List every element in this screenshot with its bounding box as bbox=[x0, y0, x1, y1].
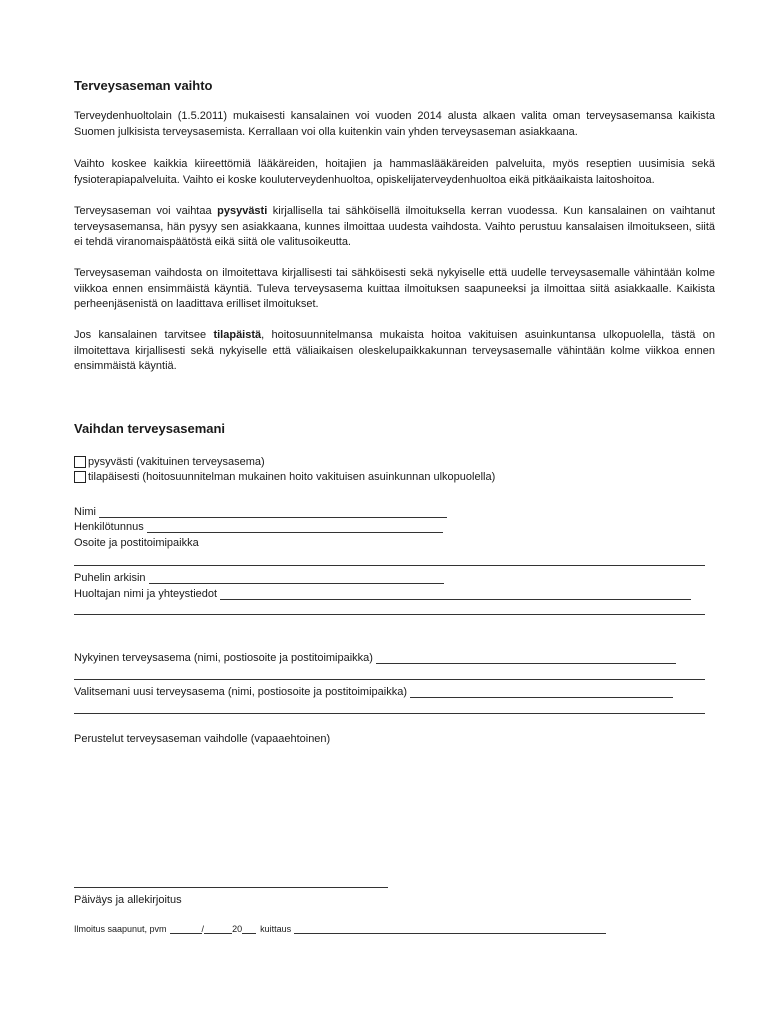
receipt-year-line[interactable] bbox=[242, 924, 256, 934]
ssn-field bbox=[74, 519, 443, 533]
name-label: Nimi bbox=[74, 506, 96, 518]
option-temporary-label: tilapäisesti (hoitosuunnitelman mukainen hoito vakituisen asuinkunnan ulkopuolella) bbox=[88, 471, 496, 483]
guardian-label: Huoltajan nimi ja yhteystiedot bbox=[74, 588, 218, 600]
new-station-label: Valitsemani uusi terveysasema (nimi, postiosoite ja postitoimipaikka) bbox=[74, 686, 407, 698]
current-station-input-line-2[interactable] bbox=[74, 679, 705, 680]
guardian-input-line-2[interactable] bbox=[74, 614, 705, 615]
p5-bold-temporary: tilapäistä bbox=[213, 329, 262, 341]
p5-text-end: , hoitosuunnitelmansa mukaista hoitoa vakituisen asuinkuntansa ulkopuolella, tästä on ilmoitettava kirjallisesti sekä nykyiselle että väliaikaisen oleskelupaikkakunnan terveysasemalle vähintään kolme viikkoa ennen ensimmäistä käyntiä. bbox=[74, 329, 715, 372]
name-input-line[interactable] bbox=[99, 507, 447, 518]
option-temporary bbox=[74, 470, 495, 484]
phone-label: Puhelin arkisin bbox=[74, 572, 146, 584]
intro-paragraph-4: Terveysaseman vaihdosta on ilmoitettava kirjallisesti tai sähköisesti sekä nykyiselle että uudelle terveysasemalle vähintään kolme viikkoa ennen ensimmäistä käyntiä. Tuleva terveysasema kuittaa ilmoituksen saapuneeksi ja ilmoittaa siitä asiakkaalle. Kaikista perheenjäsenistä on laadittava erilliset ilmoitukset. bbox=[74, 267, 715, 310]
new-station-input-line-2[interactable] bbox=[74, 713, 705, 714]
ssn-label: Henkilötunnus bbox=[74, 521, 144, 533]
p3-bold-permanent: pysyvästi bbox=[217, 205, 268, 217]
receipt-ack-label: kuittaus bbox=[260, 924, 292, 934]
signature-line[interactable] bbox=[74, 887, 388, 888]
name-field bbox=[74, 504, 447, 518]
new-station-field bbox=[74, 684, 673, 698]
section-title: Vaihdan terveysasemani bbox=[74, 421, 226, 436]
receipt-ack-line[interactable] bbox=[294, 924, 606, 934]
intro-paragraph-3 bbox=[74, 204, 715, 251]
address-input-line[interactable] bbox=[74, 565, 705, 566]
current-station-field bbox=[74, 650, 676, 664]
new-station-input-line[interactable] bbox=[410, 687, 673, 698]
receipt-label: Ilmoitus saapunut, pvm bbox=[74, 924, 167, 934]
page-title: Terveysaseman vaihto bbox=[74, 78, 213, 93]
address-field bbox=[74, 535, 199, 549]
checkbox-permanent[interactable] bbox=[74, 456, 86, 468]
option-permanent bbox=[74, 455, 265, 469]
p5-text-start: Jos kansalainen tarvitsee bbox=[74, 329, 214, 341]
receipt-row bbox=[74, 922, 606, 934]
intro-paragraph-2: Vaihto koskee kaikkia kiireettömiä lääkäreiden, hoitajien ja hammaslääkäreiden palveluita, myös reseptien uusimisia sekä fysioterapiapalveluita. Vaihto ei koske kouluterveydenhuoltoa, opiskelijaterveydenhuoltoa eikä pitkäaikaista laitoshoitoa. bbox=[74, 158, 715, 186]
p3-text-start: Terveysaseman voi vaihtaa bbox=[74, 205, 218, 217]
phone-field bbox=[74, 570, 444, 584]
guardian-input-line[interactable] bbox=[220, 589, 691, 600]
date-signature-label: Päiväys ja allekirjoitus bbox=[74, 894, 182, 906]
ssn-input-line[interactable] bbox=[147, 522, 443, 533]
intro-paragraph-1: Terveydenhuoltolain (1.5.2011) mukaisesti kansalainen voi vuoden 2014 alusta alkaen valita oman terveysasemansa kaikista Suomen julkisista terveysasemista. Kerrallaan voi olla kuitenkin vain yhden terveysaseman asiakkaana. bbox=[74, 110, 715, 138]
current-station-label: Nykyinen terveysasema (nimi, postiosoite ja postitoimipaikka) bbox=[74, 652, 373, 664]
reasons-label: Perustelut terveysaseman vaihdolle (vapaaehtoinen) bbox=[74, 733, 331, 745]
receipt-month-line[interactable] bbox=[201, 924, 232, 934]
address-label: Osoite ja postitoimipaikka bbox=[74, 537, 199, 549]
intro-paragraph-5 bbox=[74, 328, 715, 375]
phone-input-line[interactable] bbox=[149, 573, 444, 584]
p3-text-end: kirjallisella tai sähköisellä ilmoituksella kerran vuodessa. Kun kansalainen on vaihtanut terveysasemansa, hän pysyy sen asiakkaana, kunnes ilmoittaa uudesta vaihdosta. Vaihto perustuu kansalaisen ilmoitukseen, siitä ei tehdä viranomaispäätöstä eikä siitä ole valitusoikeutta. bbox=[74, 205, 716, 248]
current-station-input-line[interactable] bbox=[376, 653, 676, 664]
option-permanent-label: pysyvästi (vakituinen terveysasema) bbox=[88, 456, 265, 468]
checkbox-temporary[interactable] bbox=[74, 471, 86, 483]
guardian-field bbox=[74, 586, 691, 600]
receipt-year-prefix: 20 bbox=[232, 924, 243, 934]
receipt-day-line[interactable] bbox=[170, 924, 202, 934]
receipt-slash: / bbox=[201, 924, 205, 934]
